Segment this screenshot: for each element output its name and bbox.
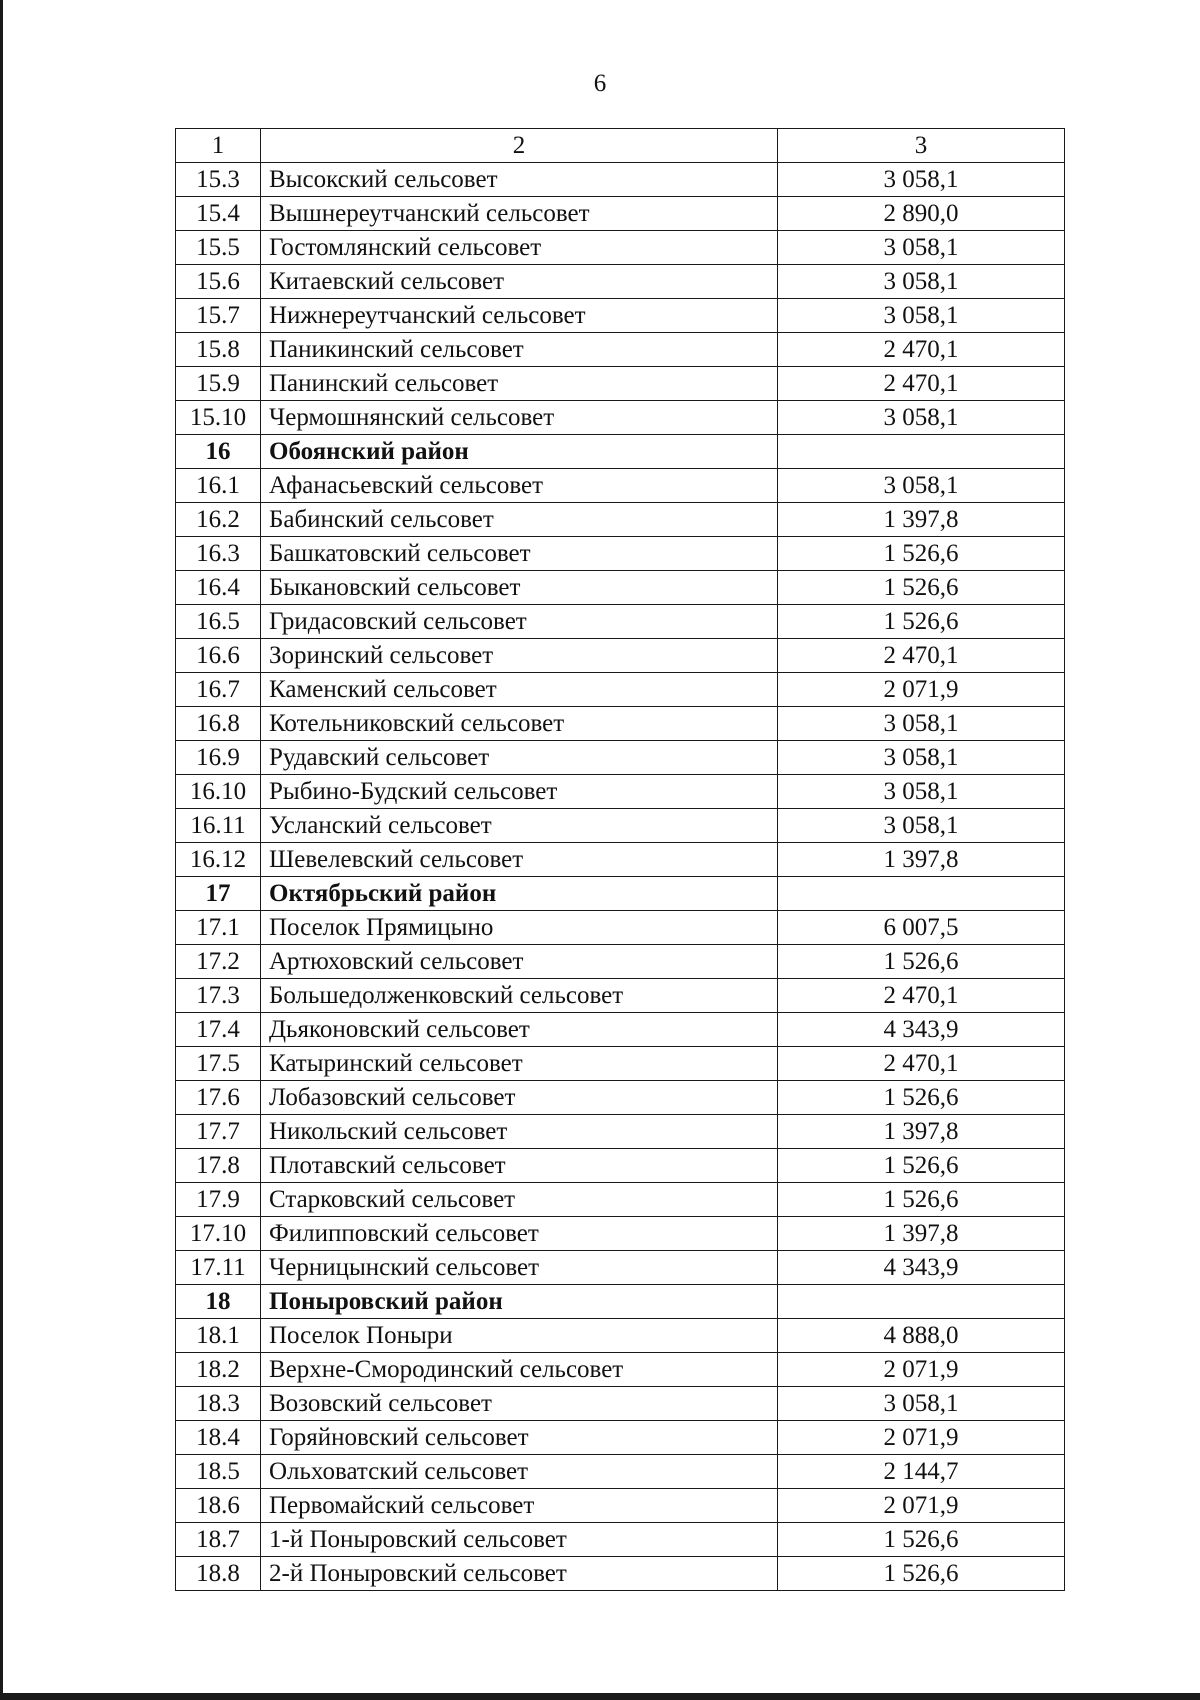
row-number-cell: 17.3 xyxy=(176,979,261,1013)
municipality-name-cell: Старковский сельсовет xyxy=(261,1183,778,1217)
row-number-cell: 16.8 xyxy=(176,707,261,741)
row-number-cell: 15.5 xyxy=(176,231,261,265)
amount-cell: 3 058,1 xyxy=(778,469,1065,503)
table-row xyxy=(176,537,1065,571)
table-row xyxy=(176,1081,1065,1115)
table-row xyxy=(176,605,1065,639)
district-name-cell: Обоянский район xyxy=(261,435,778,469)
column-header-1: 1 xyxy=(176,129,261,163)
municipality-name-cell: Поселок Поныри xyxy=(261,1319,778,1353)
municipality-name-cell: Гридасовский сельсовет xyxy=(261,605,778,639)
municipality-name-cell: Черницынский сельсовет xyxy=(261,1251,778,1285)
municipality-name-cell: Шевелевский сельсовет xyxy=(261,843,778,877)
municipality-name-cell: Паникинский сельсовет xyxy=(261,333,778,367)
municipality-name-cell: Башкатовский сельсовет xyxy=(261,537,778,571)
row-number-cell: 18.4 xyxy=(176,1421,261,1455)
table-row xyxy=(176,1353,1065,1387)
table-row xyxy=(176,163,1065,197)
row-number-cell: 17.9 xyxy=(176,1183,261,1217)
amount-cell: 1 526,6 xyxy=(778,945,1065,979)
municipality-name-cell: Нижнереутчанский сельсовет xyxy=(261,299,778,333)
row-number-cell: 18.7 xyxy=(176,1523,261,1557)
municipality-name-cell: Высокский сельсовет xyxy=(261,163,778,197)
municipality-name-cell: Возовский сельсовет xyxy=(261,1387,778,1421)
amount-cell: 1 397,8 xyxy=(778,1115,1065,1149)
district-name-cell: Поныровский район xyxy=(261,1285,778,1319)
row-number-cell: 17.11 xyxy=(176,1251,261,1285)
table-row xyxy=(176,571,1065,605)
row-number-cell: 16 xyxy=(176,435,261,469)
table-row xyxy=(176,1149,1065,1183)
amount-cell: 3 058,1 xyxy=(778,299,1065,333)
row-number-cell: 16.2 xyxy=(176,503,261,537)
municipality-name-cell: Дьяконовский сельсовет xyxy=(261,1013,778,1047)
table-row xyxy=(176,911,1065,945)
row-number-cell: 15.3 xyxy=(176,163,261,197)
column-header-2: 2 xyxy=(261,129,778,163)
amount-cell: 1 526,6 xyxy=(778,1183,1065,1217)
amount-cell: 2 470,1 xyxy=(778,979,1065,1013)
allocation-table xyxy=(175,128,1065,1591)
municipality-name-cell: Зоринский сельсовет xyxy=(261,639,778,673)
row-number-cell: 17.4 xyxy=(176,1013,261,1047)
amount-cell: 1 397,8 xyxy=(778,503,1065,537)
row-number-cell: 17.6 xyxy=(176,1081,261,1115)
table-row xyxy=(176,1319,1065,1353)
amount-cell: 3 058,1 xyxy=(778,265,1065,299)
municipality-name-cell: 1-й Поныровский сельсовет xyxy=(261,1523,778,1557)
row-number-cell: 17.1 xyxy=(176,911,261,945)
amount-cell: 2 144,7 xyxy=(778,1455,1065,1489)
amount-cell: 4 888,0 xyxy=(778,1319,1065,1353)
table-row xyxy=(176,707,1065,741)
row-number-cell: 16.9 xyxy=(176,741,261,775)
amount-cell: 3 058,1 xyxy=(778,809,1065,843)
row-number-cell: 16.10 xyxy=(176,775,261,809)
table-row xyxy=(176,265,1065,299)
amount-cell: 3 058,1 xyxy=(778,401,1065,435)
amount-cell xyxy=(778,435,1065,469)
table-row xyxy=(176,775,1065,809)
amount-cell: 3 058,1 xyxy=(778,1387,1065,1421)
row-number-cell: 17.7 xyxy=(176,1115,261,1149)
amount-cell: 1 526,6 xyxy=(778,1149,1065,1183)
row-number-cell: 16.7 xyxy=(176,673,261,707)
amount-cell xyxy=(778,877,1065,911)
municipality-name-cell: Бабинский сельсовет xyxy=(261,503,778,537)
row-number-cell: 16.5 xyxy=(176,605,261,639)
table-row xyxy=(176,469,1065,503)
amount-cell xyxy=(778,1285,1065,1319)
row-number-cell: 16.4 xyxy=(176,571,261,605)
municipality-name-cell: Вышнереутчанский сельсовет xyxy=(261,197,778,231)
municipality-name-cell: Горяйновский сельсовет xyxy=(261,1421,778,1455)
amount-cell: 3 058,1 xyxy=(778,231,1065,265)
amount-cell: 3 058,1 xyxy=(778,775,1065,809)
table-row xyxy=(176,1557,1065,1591)
row-number-cell: 15.7 xyxy=(176,299,261,333)
table-row xyxy=(176,299,1065,333)
row-number-cell: 18.5 xyxy=(176,1455,261,1489)
table-row xyxy=(176,1115,1065,1149)
table-row xyxy=(176,843,1065,877)
municipality-name-cell: Катыринский сельсовет xyxy=(261,1047,778,1081)
district-row xyxy=(176,1285,1065,1319)
table-row xyxy=(176,1013,1065,1047)
municipality-name-cell: Лобазовский сельсовет xyxy=(261,1081,778,1115)
amount-cell: 2 470,1 xyxy=(778,639,1065,673)
row-number-cell: 18.8 xyxy=(176,1557,261,1591)
row-number-cell: 15.9 xyxy=(176,367,261,401)
table-row xyxy=(176,1455,1065,1489)
row-number-cell: 17.8 xyxy=(176,1149,261,1183)
amount-cell: 2 890,0 xyxy=(778,197,1065,231)
table-row xyxy=(176,1251,1065,1285)
table-row xyxy=(176,503,1065,537)
row-number-cell: 16.3 xyxy=(176,537,261,571)
row-number-cell: 18.2 xyxy=(176,1353,261,1387)
row-number-cell: 16.6 xyxy=(176,639,261,673)
municipality-name-cell: Рыбино-Будский сельсовет xyxy=(261,775,778,809)
amount-cell: 2 071,9 xyxy=(778,1353,1065,1387)
municipality-name-cell: 2-й Поныровский сельсовет xyxy=(261,1557,778,1591)
row-number-cell: 18 xyxy=(176,1285,261,1319)
municipality-name-cell: Каменский сельсовет xyxy=(261,673,778,707)
district-name-cell: Октябрьский район xyxy=(261,877,778,911)
row-number-cell: 17.10 xyxy=(176,1217,261,1251)
amount-cell: 1 526,6 xyxy=(778,537,1065,571)
table-row xyxy=(176,979,1065,1013)
table-row xyxy=(176,367,1065,401)
amount-cell: 2 470,1 xyxy=(778,1047,1065,1081)
amount-cell: 2 470,1 xyxy=(778,333,1065,367)
row-number-cell: 17.5 xyxy=(176,1047,261,1081)
row-number-cell: 16.1 xyxy=(176,469,261,503)
district-row xyxy=(176,435,1065,469)
amount-cell: 4 343,9 xyxy=(778,1013,1065,1047)
amount-cell: 2 071,9 xyxy=(778,1421,1065,1455)
amount-cell: 1 397,8 xyxy=(778,1217,1065,1251)
table-row xyxy=(176,1183,1065,1217)
municipality-name-cell: Афанасьевский сельсовет xyxy=(261,469,778,503)
municipality-name-cell: Гостомлянский сельсовет xyxy=(261,231,778,265)
amount-cell: 2 071,9 xyxy=(778,1489,1065,1523)
amount-cell: 1 526,6 xyxy=(778,571,1065,605)
amount-cell: 2 071,9 xyxy=(778,673,1065,707)
amount-cell: 2 470,1 xyxy=(778,367,1065,401)
district-row xyxy=(176,877,1065,911)
municipality-name-cell: Никольский сельсовет xyxy=(261,1115,778,1149)
municipality-name-cell: Первомайский сельсовет xyxy=(261,1489,778,1523)
table-row xyxy=(176,639,1065,673)
table-row xyxy=(176,1047,1065,1081)
table-row xyxy=(176,1217,1065,1251)
municipality-name-cell: Артюховский сельсовет xyxy=(261,945,778,979)
row-number-cell: 16.11 xyxy=(176,809,261,843)
table-body xyxy=(176,129,1065,1591)
row-number-cell: 17.2 xyxy=(176,945,261,979)
scan-border-bottom xyxy=(0,1693,1200,1700)
column-header-3: 3 xyxy=(778,129,1065,163)
scan-border-left xyxy=(0,0,3,1700)
row-number-cell: 18.3 xyxy=(176,1387,261,1421)
municipality-name-cell: Китаевский сельсовет xyxy=(261,265,778,299)
municipality-name-cell: Ольховатский сельсовет xyxy=(261,1455,778,1489)
row-number-cell: 15.10 xyxy=(176,401,261,435)
amount-cell: 4 343,9 xyxy=(778,1251,1065,1285)
table-row xyxy=(176,673,1065,707)
municipality-name-cell: Рудавский сельсовет xyxy=(261,741,778,775)
amount-cell: 1 397,8 xyxy=(778,843,1065,877)
municipality-name-cell: Панинский сельсовет xyxy=(261,367,778,401)
table-row xyxy=(176,1387,1065,1421)
municipality-name-cell: Филипповский сельсовет xyxy=(261,1217,778,1251)
municipality-name-cell: Усланский сельсовет xyxy=(261,809,778,843)
table-header-row xyxy=(176,129,1065,163)
table-row xyxy=(176,231,1065,265)
table-row xyxy=(176,741,1065,775)
amount-cell: 1 526,6 xyxy=(778,1557,1065,1591)
amount-cell: 1 526,6 xyxy=(778,605,1065,639)
row-number-cell: 15.8 xyxy=(176,333,261,367)
municipality-name-cell: Плотавский сельсовет xyxy=(261,1149,778,1183)
page-number: 6 xyxy=(593,70,607,97)
amount-cell: 1 526,6 xyxy=(778,1081,1065,1115)
table-row xyxy=(176,809,1065,843)
municipality-name-cell: Большедолженковский сельсовет xyxy=(261,979,778,1013)
row-number-cell: 18.6 xyxy=(176,1489,261,1523)
table-row xyxy=(176,401,1065,435)
amount-cell: 1 526,6 xyxy=(778,1523,1065,1557)
amount-cell: 3 058,1 xyxy=(778,163,1065,197)
table-row xyxy=(176,1523,1065,1557)
municipality-name-cell: Чермошнянский сельсовет xyxy=(261,401,778,435)
municipality-name-cell: Верхне-Смородинский сельсовет xyxy=(261,1353,778,1387)
table-row xyxy=(176,333,1065,367)
row-number-cell: 17 xyxy=(176,877,261,911)
amount-cell: 3 058,1 xyxy=(778,707,1065,741)
municipality-name-cell: Котельниковский сельсовет xyxy=(261,707,778,741)
table-row xyxy=(176,945,1065,979)
row-number-cell: 18.1 xyxy=(176,1319,261,1353)
table-row xyxy=(176,197,1065,231)
table-row xyxy=(176,1421,1065,1455)
row-number-cell: 16.12 xyxy=(176,843,261,877)
row-number-cell: 15.4 xyxy=(176,197,261,231)
amount-cell: 6 007,5 xyxy=(778,911,1065,945)
row-number-cell: 15.6 xyxy=(176,265,261,299)
amount-cell: 3 058,1 xyxy=(778,741,1065,775)
municipality-name-cell: Быкановский сельсовет xyxy=(261,571,778,605)
municipality-name-cell: Поселок Прямицыно xyxy=(261,911,778,945)
table-row xyxy=(176,1489,1065,1523)
